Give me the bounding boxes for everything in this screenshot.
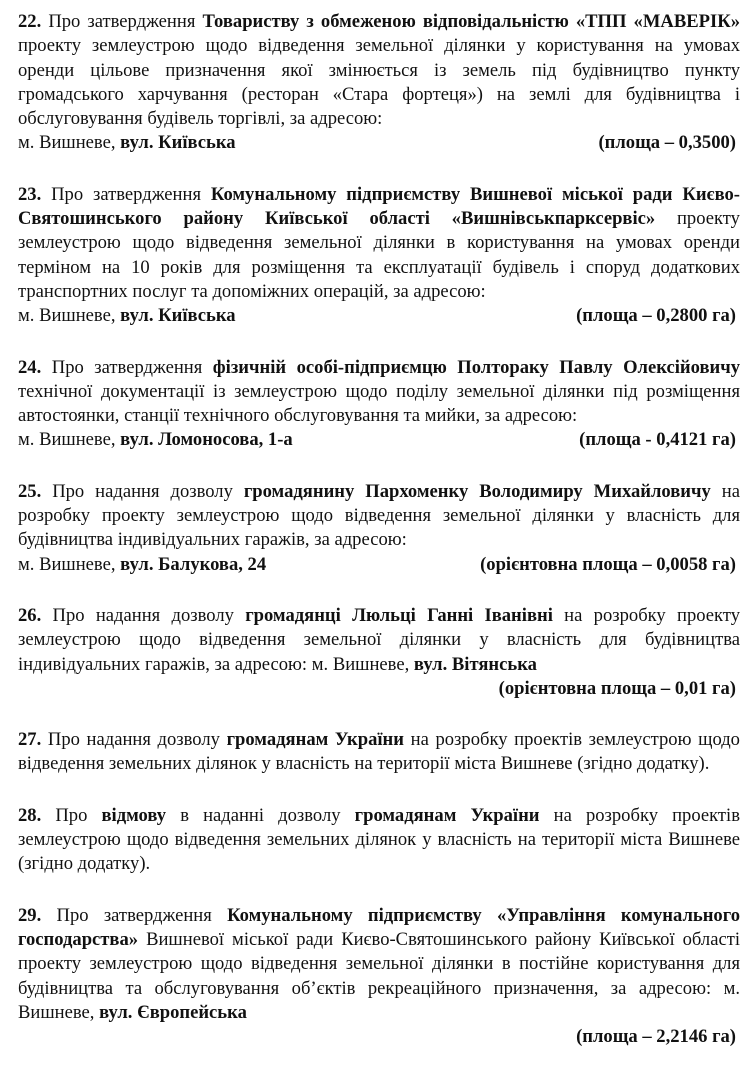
item-text: проекту землеустрою щодо відведення земельної ділянки в користування на умовах оренди терміном на 10 років для розміщення та експлуатації будівель і споруд додаткових транспортних послуг та допоміжних операцій, за адресою: <box>18 208 740 302</box>
decision-item-25 <box>18 480 740 577</box>
item-lead: Про затвердження <box>48 11 196 32</box>
decision-item-29 <box>18 904 740 1050</box>
item-refusal: відмову <box>101 804 167 826</box>
item-street: вул. Київська <box>120 305 236 327</box>
item-entity: Комунальному підприємству Вишневої міської ради Києво-Святошинського району Київської області «Вишнівськпарксервіс» <box>18 183 740 230</box>
item-lead: Про затвердження <box>51 183 202 205</box>
item-number: 28. <box>18 804 42 826</box>
item-address-line <box>18 428 740 452</box>
decision-item-27 <box>18 728 740 777</box>
decision-item-23 <box>18 183 740 329</box>
item-number: 25. <box>18 480 42 502</box>
item-entity: Комунальному підприємству «Управління комунального господарства» <box>18 904 741 950</box>
item-address-line <box>18 304 740 328</box>
item-area: (площа – 0,2800 га) <box>576 305 736 327</box>
item-body <box>18 604 740 677</box>
item-mid: в наданні дозволу <box>180 804 341 826</box>
item-entity: громадянці Люльці Ганні Іванівні <box>245 604 553 626</box>
item-text: на розробку проектів землеустрою щодо відведення земельних ділянок у власність на території міста Вишневе (згідно додатку). <box>18 729 740 775</box>
item-area: (площа - 0,4121 га) <box>579 429 736 451</box>
item-city: м. Вишневе, <box>18 429 116 451</box>
item-address-line <box>18 553 740 577</box>
item-street: вул. Ломоносова, 1-а <box>120 429 293 451</box>
item-city: м. Вишневе, <box>18 553 116 575</box>
item-entity: Товариству з обмеженою відповідальністю «ТПП «МАВЕРІК» <box>202 11 740 32</box>
item-text: Вишневої міської ради Києво-Святошинського району Київської області проекту землеустрою щодо відведення земельної ділянки в постійне користування для будівництва та обслуговування об’єктів рекреаційного призначення, за адресою: м. Вишневе, <box>18 928 740 1023</box>
item-text: на розробку проектів землеустрою щодо відведення земельних ділянок у власність на території міста Вишневе (згідно додатку). <box>18 804 740 875</box>
item-number: 29. <box>18 904 42 926</box>
item-area: (орієнтовна площа – 0,01 га) <box>498 677 736 699</box>
item-body <box>18 728 740 777</box>
item-body <box>18 480 740 553</box>
decision-item-24 <box>18 356 740 453</box>
item-number: 23. <box>18 183 42 205</box>
item-lead: Про надання дозволу <box>47 729 220 751</box>
item-address-line <box>18 131 740 155</box>
item-lead: Про надання дозволу <box>52 604 234 626</box>
item-lead: Про надання дозволу <box>52 480 233 502</box>
item-entity: громадянам України <box>226 729 404 751</box>
item-number: 26. <box>18 604 42 626</box>
item-street: вул. Вітянська <box>413 653 537 675</box>
item-lead: Про затвердження <box>56 904 212 926</box>
item-entity: громадянам України <box>354 804 540 826</box>
decision-item-26 <box>18 604 740 701</box>
item-street: вул. Балукова, 24 <box>120 553 267 575</box>
item-city: м. Вишневе, <box>18 305 116 327</box>
item-text: проекту землеустрою щодо відведення земельної ділянки у користування на умовах оренди цільове призначення якої змінюється із земель під будівництво пункту громадського харчування (ресторан «Стара фортеця») на землі для будівництва і обслуговування будівель торгівлі, за адресою: <box>18 35 740 130</box>
item-street: вул. Київська <box>120 132 236 154</box>
item-text: технічної документації із землеустрою щодо поділу земельної ділянки під розміщення автостоянки, станції технічного обслуговування та мийки, за адресою: <box>18 380 740 427</box>
item-area: (орієнтовна площа – 0,0058 га) <box>480 553 736 575</box>
decision-item-28 <box>18 804 740 877</box>
item-number: 24. <box>18 356 42 378</box>
item-number: 22. <box>18 11 42 32</box>
item-street: вул. Європейська <box>99 1001 247 1023</box>
item-number: 27. <box>18 729 42 751</box>
item-area: (площа – 0,3500) <box>598 132 736 154</box>
item-city: м. Вишневе, <box>18 132 116 154</box>
item-lead: Про затвердження <box>51 356 203 378</box>
item-entity: фізичній особі-підприємцю Полтораку Павлу Олексійовичу <box>212 356 740 378</box>
document-page <box>18 10 740 1076</box>
item-text: на розробку проекту землеустрою щодо відведення земельної ділянки у власність для будівництва індивідуальних гаражів, за адресою: м. Вишневе, <box>18 604 740 675</box>
item-body <box>18 10 740 131</box>
decision-item-22 <box>18 10 740 156</box>
item-body <box>18 183 740 304</box>
item-body <box>18 356 740 429</box>
item-body <box>18 804 740 877</box>
item-text: на розробку проекту землеустрою щодо відведення земельної ділянки у власність для будівництва індивідуальних гаражів, за адресою: <box>18 480 740 551</box>
item-body <box>18 904 740 1025</box>
item-area: (площа – 2,2146 га) <box>576 1026 736 1048</box>
item-entity: громадянину Пархоменку Володимиру Михайловичу <box>243 480 711 502</box>
item-lead: Про <box>55 804 88 826</box>
